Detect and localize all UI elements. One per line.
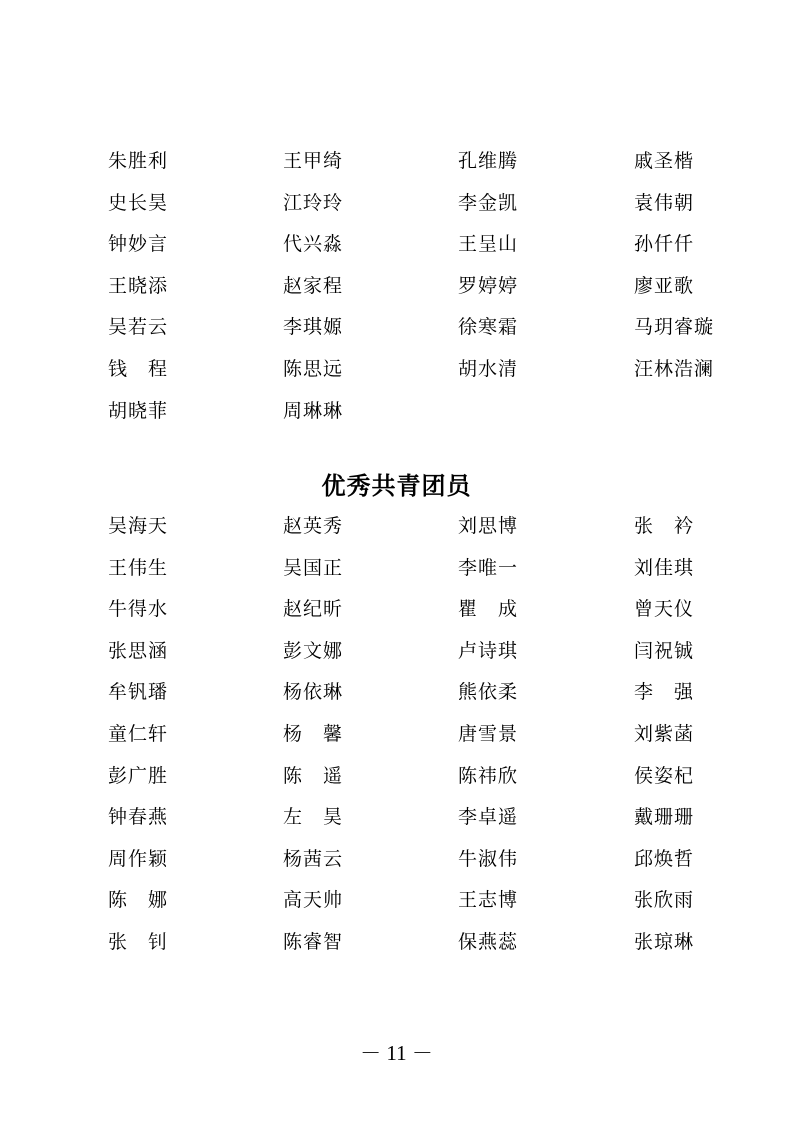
person-name: 胡晓菲: [108, 399, 169, 422]
person-name: 王志博: [458, 889, 519, 912]
person-name: 张 钊: [108, 930, 169, 953]
person-name: 保燕蕊: [458, 930, 519, 953]
person-name: 侯姿杞: [634, 764, 695, 787]
name-list-continued: [108, 143, 748, 434]
person-name: 赵英秀: [283, 515, 344, 537]
person-name: 吴国正: [283, 556, 344, 579]
person-name: 刘紫菡: [634, 722, 695, 745]
section-title-excellent-league-members: 优秀共青团员: [321, 472, 472, 500]
person-name: 牛得水: [108, 598, 169, 621]
person-name: 王伟生: [108, 556, 169, 579]
person-name: 李金凯: [458, 191, 519, 214]
person-name: 戚圣楷: [634, 150, 695, 172]
person-name: 张 衿: [634, 515, 695, 537]
person-name: 瞿 成: [458, 598, 519, 621]
person-name: 童仁轩: [108, 722, 169, 745]
person-name: [458, 393, 634, 435]
person-name: 牛淑伟: [458, 847, 519, 870]
person-name: 周琳琳: [283, 399, 344, 422]
person-name: 朱胜利: [108, 150, 169, 172]
person-name: 陈睿智: [283, 930, 344, 953]
person-name: 李 强: [634, 681, 695, 704]
person-name: 张琼琳: [634, 930, 695, 953]
person-name: 吴若云: [108, 316, 169, 339]
person-name: 王呈山: [458, 233, 519, 256]
person-name: 陈 遥: [283, 764, 344, 787]
person-name: 江玲玲: [283, 191, 344, 214]
person-name: 李卓遥: [458, 806, 519, 829]
person-name: 王晓添: [108, 274, 169, 297]
person-name: 赵家程: [283, 274, 344, 297]
person-name: 刘思博: [458, 515, 519, 537]
person-name: 史长昊: [108, 191, 169, 214]
person-name: 徐寒霜: [458, 316, 519, 339]
person-name: 陈 娜: [108, 889, 169, 912]
person-name: 钱 程: [108, 357, 169, 380]
name-list-excellent-league-members: [108, 508, 748, 966]
page-number: － 11 －: [360, 1041, 433, 1065]
person-name: 赵纪昕: [283, 598, 344, 621]
person-name: 杨茜云: [283, 847, 344, 870]
person-name: 邱焕哲: [634, 847, 695, 870]
person-name: 廖亚歌: [634, 274, 695, 297]
person-name: 闫祝铖: [634, 639, 695, 662]
person-name: 钟春燕: [108, 806, 169, 829]
person-name: 彭文娜: [283, 639, 344, 662]
person-name: 唐雪景: [458, 722, 519, 745]
person-name: 曾天仪: [634, 598, 695, 621]
person-name: 高天帅: [283, 889, 344, 912]
person-name: 刘佳琪: [634, 556, 695, 579]
person-name: 陈思远: [283, 357, 344, 380]
person-name: 杨依琳: [283, 681, 344, 704]
person-name: 罗婷婷: [458, 274, 519, 297]
person-name: [634, 393, 748, 435]
person-name: 吴海天: [108, 515, 169, 537]
person-name: 卢诗琪: [458, 639, 519, 662]
person-name: 马玥睿璇: [634, 316, 715, 339]
person-name: 熊依柔: [458, 681, 519, 704]
person-name: 孙仟仟: [634, 233, 695, 256]
person-name: 彭广胜: [108, 764, 169, 787]
person-name: 王甲绮: [283, 150, 344, 172]
person-name: 戴珊珊: [634, 806, 695, 829]
person-name: 孔维腾: [458, 150, 519, 172]
person-name: 张思涵: [108, 639, 169, 662]
person-name: 左 昊: [283, 806, 344, 829]
person-name: 胡水清: [458, 357, 519, 380]
person-name: 汪林浩澜: [634, 357, 715, 380]
person-name: 袁伟朝: [634, 191, 695, 214]
person-name: 牟钒璠: [108, 681, 169, 704]
person-name: 钟妙言: [108, 233, 169, 256]
person-name: 周作颖: [108, 847, 169, 870]
person-name: 代兴淼: [283, 233, 344, 256]
person-name: 陈祎欣: [458, 764, 519, 787]
person-name: 李唯一: [458, 556, 519, 579]
person-name: 杨 馨: [283, 722, 344, 745]
person-name: 张欣雨: [634, 889, 695, 912]
person-name: 李琪嫄: [283, 316, 344, 339]
